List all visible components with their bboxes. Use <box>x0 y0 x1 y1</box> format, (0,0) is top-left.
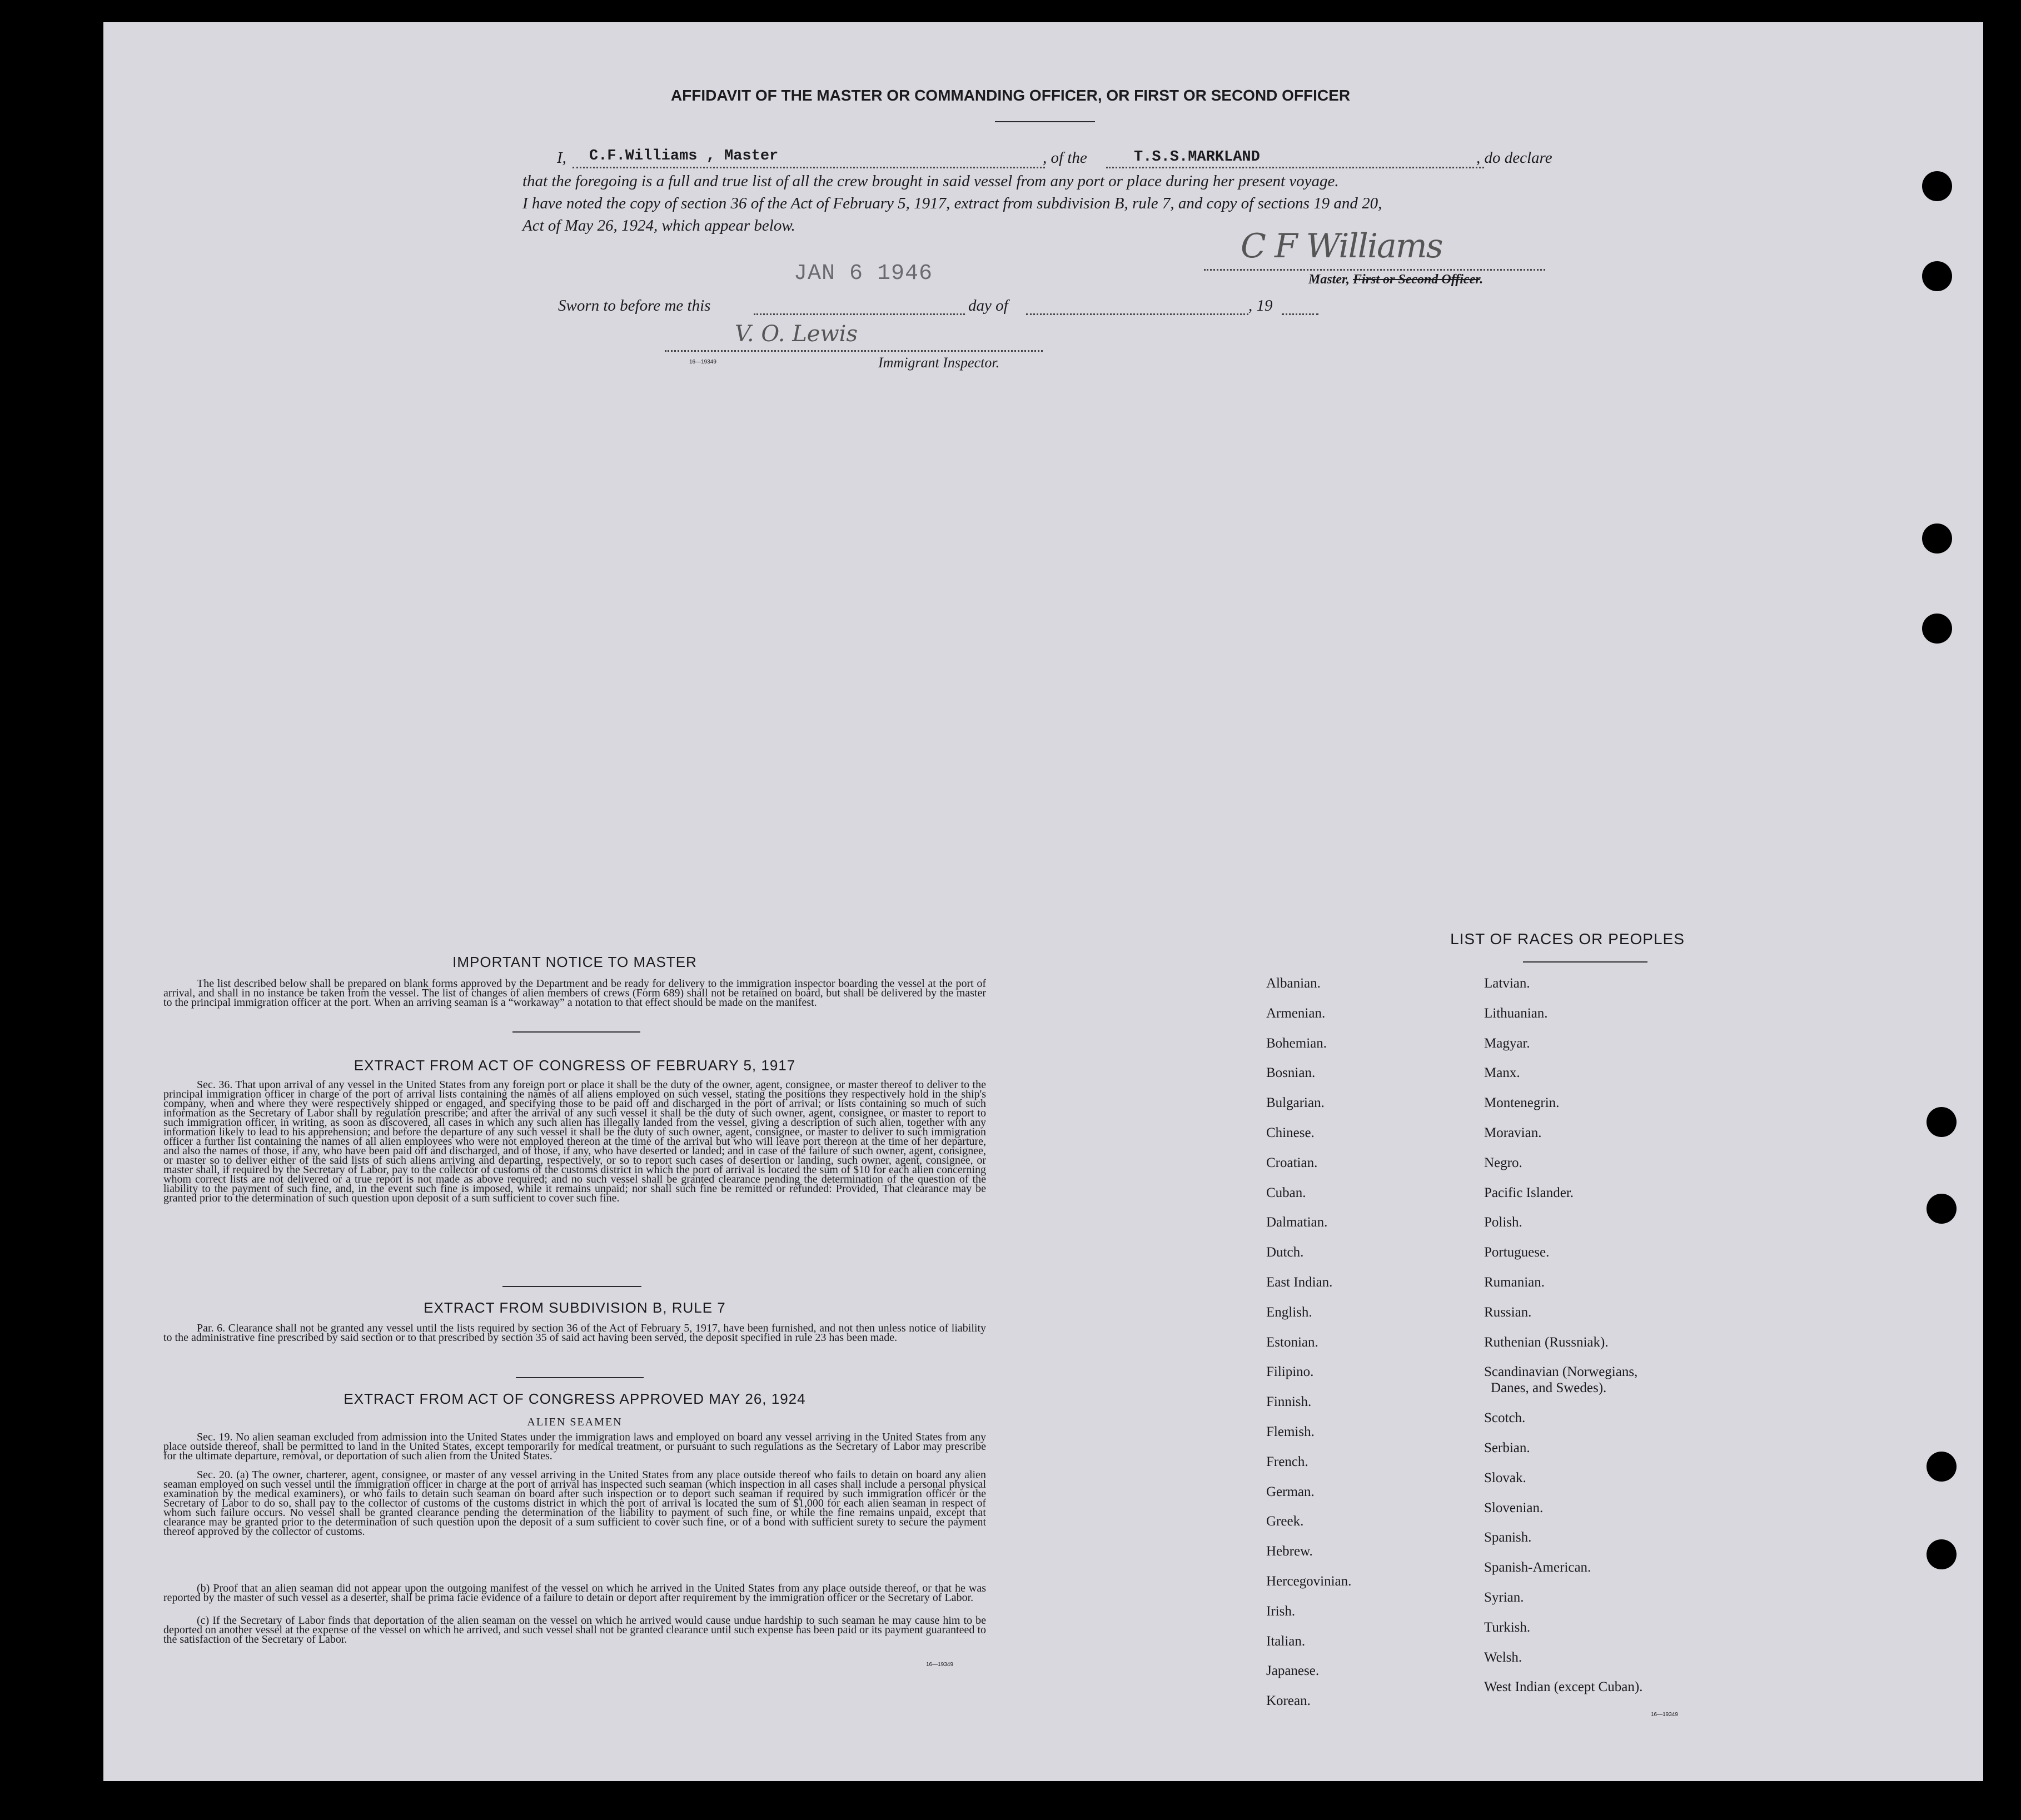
inspector-signature-line <box>665 350 1043 352</box>
race-item: Greek. <box>1266 1514 1304 1529</box>
vessel-name-line <box>1106 167 1484 168</box>
day-of-label: day of <box>968 297 1008 315</box>
race-item: Moravian. <box>1484 1125 1542 1140</box>
race-item: Lithuanian. <box>1484 1005 1548 1021</box>
punch-hole-2 <box>1922 261 1952 291</box>
race-item: Dutch. <box>1266 1245 1304 1260</box>
race-item: Spanish. <box>1484 1530 1532 1545</box>
race-item: Bohemian. <box>1266 1035 1327 1051</box>
punch-hole-4 <box>1922 614 1952 644</box>
race-item: Croatian. <box>1266 1155 1318 1170</box>
races-title-rule <box>1523 961 1647 963</box>
subdivision-b-text: Par. 6. Clearance shall not be granted any vessel until the lists required by section 36 of the Act of February 5, 1917, have been furnished, and not then unless notice of liability to the administrative fine prescribed by said section or to that prescribed by section 35 of said act having been served, the deposit specified in rule 23 has been made. <box>163 1322 986 1344</box>
race-item: English. <box>1266 1304 1312 1320</box>
sworn-year-line <box>1282 313 1318 315</box>
notice-title: IMPORTANT NOTICE TO MASTER <box>452 954 697 970</box>
punch-hole-7 <box>1927 1452 1957 1482</box>
do-declare-label: , do declare <box>1476 149 1552 167</box>
subdivision-b-title: EXTRACT FROM SUBDIVISION B, RULE 7 <box>424 1299 726 1316</box>
race-item: Bosnian. <box>1266 1065 1316 1081</box>
i-label: I, <box>557 149 566 167</box>
race-item: Japanese. <box>1266 1663 1320 1679</box>
sec-20b-text: (b) Proof that an alien seaman did not appear upon the outgoing manifest of the vessel on which he arrived in the United States from any place outside thereof, or that he was reported by the master of such vessel as a deserter, shall be prima facie evidence of a failure to detain or deport after requirement by the immigration officer or the Secretary of Labor. <box>163 1582 986 1604</box>
affidavit-line-2: that the foregoing is a full and true list of all the crew brought in said vessel from any port or place during her present voyage. <box>522 172 1339 190</box>
extract-1924-subtitle: ALIEN SEAMEN <box>527 1416 623 1428</box>
race-item: Syrian. <box>1484 1590 1524 1605</box>
race-item: Magyar. <box>1484 1035 1530 1051</box>
affidavit-title-rule <box>995 121 1095 122</box>
race-item: Scandinavian (Norwegians, <box>1484 1364 1638 1380</box>
extract-1924-title: EXTRACT FROM ACT OF CONGRESS APPROVED MAY 26, 1924 <box>344 1390 806 1407</box>
master-name-line <box>573 167 1045 168</box>
race-item: Cuban. <box>1266 1185 1306 1200</box>
race-item: Armenian. <box>1266 1005 1326 1021</box>
caption-struck-officer: First or Second Officer <box>1353 272 1480 287</box>
race-item: Bulgarian. <box>1266 1095 1325 1111</box>
punch-hole-6 <box>1927 1194 1957 1224</box>
race-item: Slovenian. <box>1484 1500 1544 1515</box>
race-item: German. <box>1266 1484 1315 1499</box>
race-item: Estonian. <box>1266 1334 1318 1350</box>
race-item: Manx. <box>1484 1065 1520 1081</box>
race-item: Pacific Islander. <box>1484 1185 1574 1200</box>
punch-hole-1 <box>1922 171 1952 201</box>
race-item: Dalmatian. <box>1266 1215 1328 1230</box>
punch-hole-8 <box>1927 1539 1957 1569</box>
race-item: Latvian. <box>1484 976 1530 991</box>
race-item: Negro. <box>1484 1155 1522 1170</box>
extract-1917-text: Sec. 36. That upon arrival of any vessel in the United States from any foreign port or place it shall be the duty of the owner, agent, consignee, or master thereof to deliver to the principal immigration officer in charge of the port of arrival lists containing the names of all aliens employed on such vessel, stating the positions they respectively hold in the ship's company, when and where they were respectively shipped or engaged, and specifying those to be paid off and discharged in the port of arrival; or lists containing so much of such information as the Secretary of Labor shall by regulation prescribe; and after the arrival of any such vessel it shall be the duty of such owner, agent, consignee, or master to report to such immigration officer, in writing, as soon as discovered, all cases in which any such alien has illegally landed from the vessel, giving a description of such alien, together with any information likely to lead to his apprehension; and before the departure of any such vessel it shall be the duty of such owner, agent, consignee, or master to deliver to such immigration officer a further list containing the names of all alien employees who were not employed thereon at the time of the arrival but who will leave port thereon at the time of her departure, and also the names of those, if any, who have been paid off and discharged, and of those, if any, who have deserted or landed; and in case of the failure of such owner, agent, consignee, or master so to deliver either of the said lists of such aliens arriving and departing, respectively, or so to report such cases of desertion or landing, such owner, agent, consignee, or master shall, if required by the Secretary of Labor, pay to the collector of customs of the customs district in which the port of arrival is located the sum of $10 for each alien concerning whom correct lists are not delivered or a true report is not made as above required; and no such vessel shall be granted clearance pending the determination of the question of the liability to the payment of such fine, and, in the event such fine is imposed, while it remains unpaid; nor shall such fine be remitted or refunded: Provided, That clearance may be granted prior to the determination of such question upon deposit of a sum sufficient to cover such fine. <box>163 1079 986 1204</box>
master-signature-line <box>1204 269 1545 271</box>
race-item: Filipino. <box>1266 1364 1314 1380</box>
punch-hole-5 <box>1927 1107 1957 1137</box>
sworn-month-line <box>1026 313 1248 315</box>
races-title: LIST OF RACES OR PEOPLES <box>1450 930 1685 948</box>
affidavit-title: AFFIDAVIT OF THE MASTER OR COMMANDING OFFICER, OR FIRST OR SECOND OFFICER <box>670 87 1351 104</box>
race-item: Portuguese. <box>1484 1245 1550 1260</box>
of-the-label: , of the <box>1043 149 1087 167</box>
master-signature: C F Williams <box>1241 227 1442 266</box>
vessel-name: T.S.S.MARKLAND <box>1134 149 1260 166</box>
race-item: Russian. <box>1484 1304 1532 1320</box>
notice-text: The list described below shall be prepared on blank forms approved by the Department and be ready for delivery to the immigration inspector boarding the vessel at the port of arrival, and shall in no instance be taken from the vessel. The list of changes of alien members of crews (Form 689) shall not be retained on board, but shall be delivered by the master to the principal immigration officer at the port. When an arriving seaman is a “workaway” a notation to that effect should be made on the manifest. <box>163 978 986 1009</box>
race-item: Ruthenian (Russniak). <box>1484 1334 1609 1350</box>
notice-rule <box>512 1031 640 1033</box>
race-item: Hebrew. <box>1266 1544 1313 1559</box>
race-item: Spanish-American. <box>1484 1560 1591 1575</box>
inspector-label: Immigrant Inspector. <box>878 355 1000 371</box>
race-item: Welsh. <box>1484 1649 1522 1665</box>
race-item: Hercegovinian. <box>1266 1574 1352 1589</box>
master-signature-caption <box>1308 272 1483 287</box>
race-item: Irish. <box>1266 1603 1296 1619</box>
extract-1917-title: EXTRACT FROM ACT OF CONGRESS OF FEBRUARY 5, 1917 <box>354 1057 796 1074</box>
subdivision-b-rule <box>516 1377 644 1378</box>
race-item: Scotch. <box>1484 1410 1526 1426</box>
sec-19-text: Sec. 19. No alien seaman excluded from admission into the United States under the immigration laws and employed on board any vessel arriving in the United States from any place outside thereof, shall be permitted to land in the United States, except temporarily for medical treatment, or pursuant to such regulations as the Secretary of Labor may prescribe for the ultimate departure, removal, or deportation of such alien from the United States. <box>163 1431 986 1462</box>
race-item: Chinese. <box>1266 1125 1315 1140</box>
race-item: Serbian. <box>1484 1440 1530 1456</box>
race-item: Polish. <box>1484 1215 1522 1230</box>
master-name: C.F.Williams , Master <box>589 148 779 164</box>
punch-hole-3 <box>1922 523 1952 554</box>
race-item: Slovak. <box>1484 1470 1526 1485</box>
sec-20c-text: (c) If the Secretary of Labor finds that deportation of the alien seaman on the vessel on which he arrived would cause undue hardship to such seaman he may cause him to be deported on another vessel at the expense of the vessel on which he arrived, and such vessel shall not be granted clearance until such expense has been paid or its payment guaranteed to the satisfaction of the Secretary of Labor. <box>163 1614 986 1646</box>
races-form-number: 16—19349 <box>1651 1712 1678 1718</box>
affidavit-form-number: 16—19349 <box>689 359 716 365</box>
caption-period: . <box>1480 272 1484 287</box>
race-item: Korean. <box>1266 1693 1311 1709</box>
race-item: Italian. <box>1266 1633 1306 1649</box>
extract-1917-rule <box>502 1286 641 1287</box>
affidavit-line-4: Act of May 26, 1924, which appear below. <box>522 217 795 235</box>
race-item: French. <box>1266 1454 1308 1469</box>
race-item: East Indian. <box>1266 1275 1333 1290</box>
race-item: Rumanian. <box>1484 1275 1545 1290</box>
affidavit-line-3: I have noted the copy of section 36 of the Act of February 5, 1917, extract from subdivision B, rule 7, and copy of sections 19 and 20, <box>522 195 1382 212</box>
race-item: Flemish. <box>1266 1424 1315 1439</box>
sworn-label: Sworn to before me this <box>558 297 711 315</box>
year-label: , 19 <box>1248 297 1273 315</box>
inspector-signature: V. O. Lewis <box>735 321 858 347</box>
race-item: West Indian (except Cuban). <box>1484 1679 1643 1695</box>
sworn-day-line <box>754 313 965 315</box>
race-item: Albanian. <box>1266 976 1321 991</box>
race-item: Danes, and Swedes). <box>1491 1380 1607 1396</box>
extract-1924-form-number: 16—19349 <box>926 1662 953 1668</box>
sec-20a-text: Sec. 20. (a) The owner, charterer, agent, consignee, or master of any vessel arriving in the United States from any place outside thereof who fails to detain on board any alien seaman employed on such vessel until the immigration officer in charge at the port of arrival has inspected such seaman (which inspection in all cases shall include a personal physical examination by the medical examiners), or who fails to detain such seaman on board after such inspection or to deport such seaman if required by such immigration officer or the Secretary of Labor to do so, shall pay to the collector of customs of the customs district in which the port of arrival is located the sum of $1,000 for each alien seaman in respect of whom such failure occurs. No vessel shall be granted clearance pending the determination of the liability to payment of such fine, or while the fine remains unpaid, except that clearance may be granted prior to the determination of such question upon the deposit of a sum sufficient to cover such fine, or of a bond with sufficient surety to secure the payment thereof approved by the collector of customs. <box>163 1469 986 1538</box>
race-item: Finnish. <box>1266 1394 1312 1410</box>
race-item: Turkish. <box>1484 1619 1531 1635</box>
race-item: Montenegrin. <box>1484 1095 1560 1111</box>
date-stamp: JAN 6 1946 <box>794 261 933 286</box>
caption-master: Master, <box>1308 272 1353 287</box>
